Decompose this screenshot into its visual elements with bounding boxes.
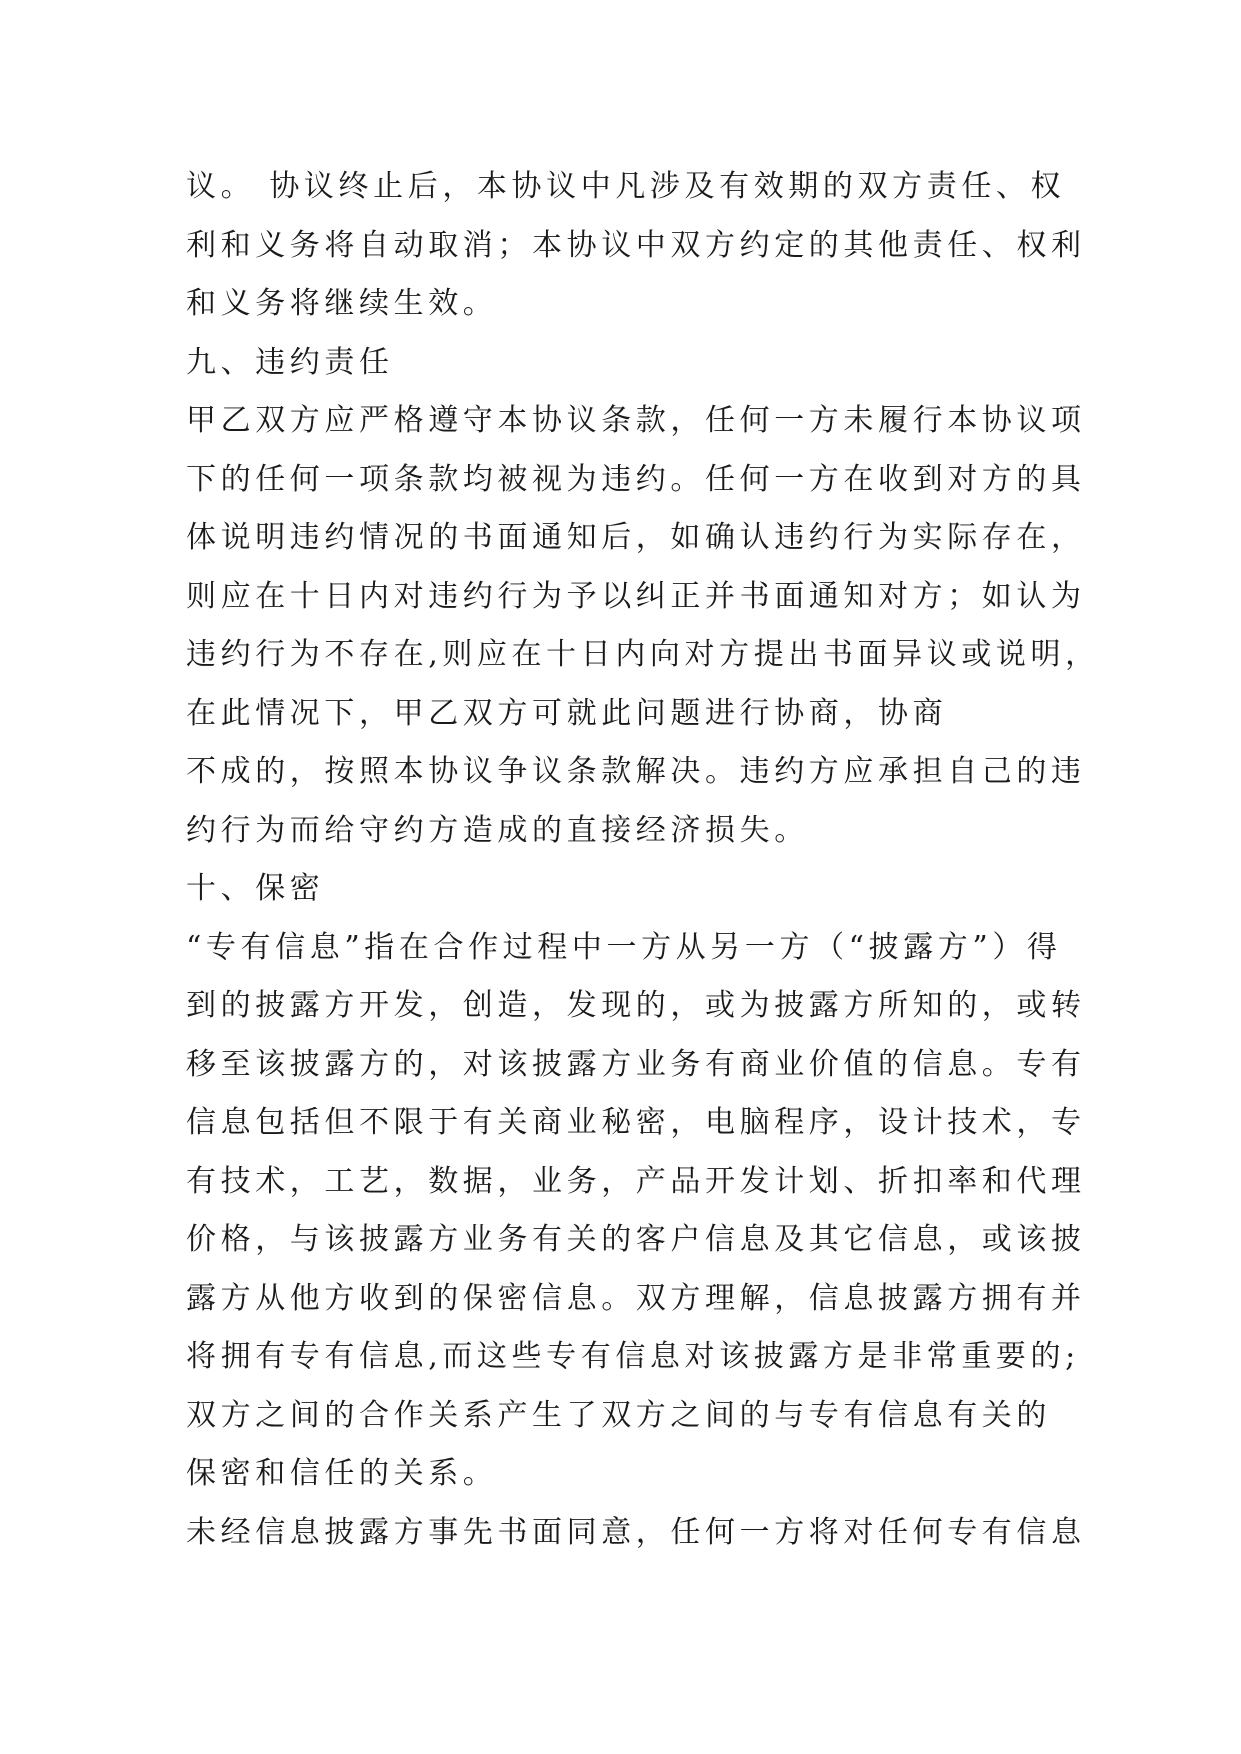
text-line: 移至该披露方的，对该披露方业务有商业价值的信息。专有 (186, 1046, 1086, 1082)
text-line: 有技术，工艺，数据，业务，产品开发计划、折扣率和代理 (186, 1163, 1086, 1199)
text-line: “专有信息”指在合作过程中一方从另一方（“披露方”）得 (186, 929, 1062, 965)
text-line: 利和义务将自动取消；本协议中双方约定的其他责任、权利 (186, 227, 1086, 263)
text-line: 信息包括但不限于有关商业秘密，电脑程序，设计技术，专 (186, 1105, 1086, 1140)
text-line: 价格，与该披露方业务有关的客户信息及其它信息，或该披 (186, 1222, 1086, 1257)
text-line: 将拥有专有信息,而这些专有信息对该披露方是非常重要的; (186, 1339, 1080, 1374)
text-line: 和义务将继续生效。 (186, 286, 498, 321)
section-heading-breach-liability: 九、违约责任 (186, 344, 394, 380)
text-line: 体说明违约情况的书面通知后，如确认违约行为实际存在， (186, 520, 1086, 555)
text-line: 则应在十日内对违约行为予以纠正并书面通知对方；如认为 (186, 578, 1086, 614)
text-line: 未经信息披露方事先书面同意，任何一方将对任何专有信息 (186, 1514, 1086, 1550)
text-line: 保密和信任的关系。 (186, 1456, 498, 1491)
document-body (186, 158, 1100, 1562)
text-line: 双方之间的合作关系产生了双方之间的与专有信息有关的 (186, 1397, 1051, 1433)
text-line: 露方从他方收到的保密信息。双方理解，信息披露方拥有并 (186, 1280, 1086, 1316)
section-heading-confidentiality: 十、保密 (186, 871, 325, 906)
text-line: 不成的，按照本协议争议条款解决。违约方应承担自己的违 (186, 754, 1086, 789)
text-line: 下的任何一项条款均被视为违约。任何一方在收到对方的具 (186, 461, 1086, 497)
text-line: 议。 协议终止后，本协议中凡涉及有效期的双方责任、权 (186, 169, 1066, 204)
text-line: 到的披露方开发，创造，发现的，或为披露方所知的，或转 (186, 988, 1086, 1023)
text-line: 甲乙双方应严格遵守本协议条款，任何一方未履行本协议项 (186, 403, 1086, 438)
text-line: 在此情况下，甲乙双方可就此问题进行协商，协商 (186, 695, 948, 731)
text-line: 违约行为不存在,则应在十日内向对方提出书面异议或说明， (186, 637, 1100, 672)
text-line: 约行为而给守约方造成的直接经济损失。 (186, 812, 809, 848)
